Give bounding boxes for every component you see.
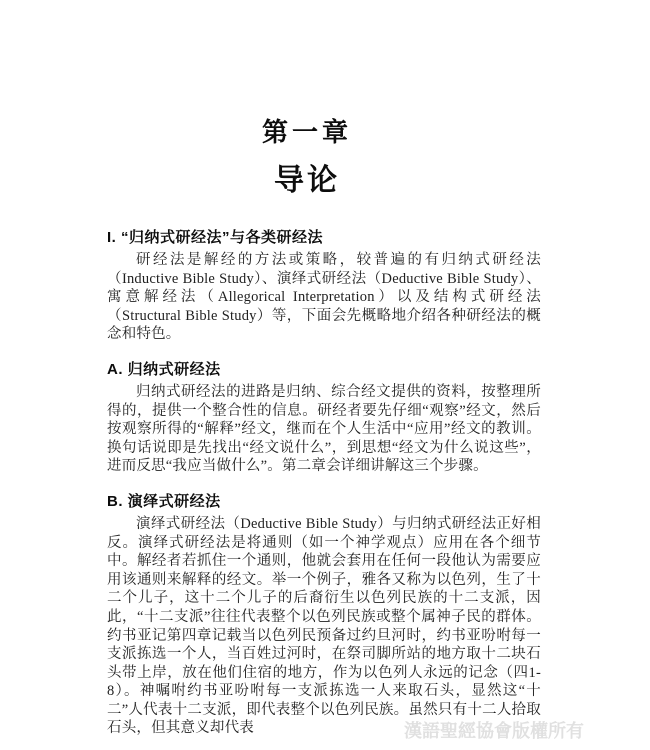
section-heading: B. 演绎式研经法 [107, 492, 221, 510]
chapter-title: 导论 [274, 164, 340, 197]
section-deductive-bible-study [107, 493, 541, 738]
chapter-number: 第一章 [261, 117, 352, 147]
section-research-methods-overview [107, 229, 541, 344]
section-inductive-bible-study [107, 361, 541, 476]
copyright-watermark: 漢語聖經協會版權所有 [404, 721, 584, 741]
section-paragraph: 演绎式研经法（Deductive Bible Study）与归纳式研经法正好相反。演绎式研经法是将通则（如一个神学观点）应用在各个细节中。解经者若抓住一个通则，他就会套用在任何一段他认为需要应用该通则来解释的经文。举一个例子，雅各又称为以色列，生了十二个儿子，这十二个儿子的后裔衍生以色列民族的十二支派，因此，“十二支派”往往代表整个以色列民族或整个属神子民的群体。约书亚记第四章记载当以色列民预备过约旦河时，约书亚吩咐每一支派拣选一个人，当百姓过河时，在祭司脚所站的地方取十二块石头带上岸，放在他们住宿的地方，作为以色列人永远的记念（四1-8）。神嘱咐约书亚吩咐每一支派拣选一人来取石头，显然这“十二”人代表十二支派，即代表整个以色列民族。虽然只有十二人拾取石头，但其意义却代表 [107, 515, 541, 737]
section-heading: A. 归纳式研经法 [107, 360, 221, 378]
section-heading: I. “归纳式研经法”与各类研经法 [107, 229, 324, 246]
section-paragraph: 归纳式研经法的进路是归纳、综合经文提供的资料，按整理所得的，提供一个整合性的信息。研经者要先仔细“观察”经文，然后按观察所得的“解释”经文，继而在个人生活中“应用”经文的教训。换句话说即是先找出“经文说什么”，到思想“经文为什么说这些”，进而反思“我应当做什么”。第二章会详细讲解这三个步骤。 [107, 383, 541, 475]
page-content [107, 229, 541, 750]
section-paragraph: 研经法是解经的方法或策略，较普遍的有归纳式研经法（Inductive Bible Study）、演绎式研经法（Deductive Bible Study）、寓意解经法（Allegorical Interpretation）以及结构式研经法（Structural Bible Study）等，下面会先概略地介绍各种研经法的概念和特色。 [107, 252, 541, 343]
